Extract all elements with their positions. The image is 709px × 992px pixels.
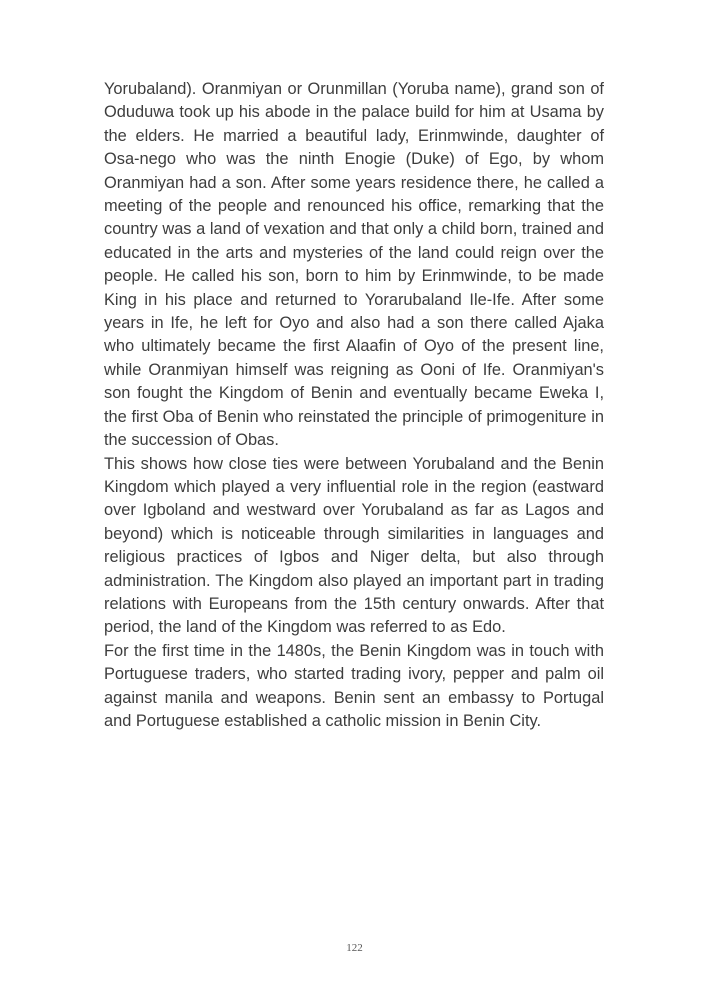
paragraph-oranmiyan: Yorubaland). Oranmiyan or Orunmillan (Yoruba name), grand son of Oduduwa took up his abode in the palace build for him at Usama by the elders. He married a beautiful lady, Erinmwinde, daughter of Osa-nego who was the ninth Enogie (Duke) of Ego, by whom Oranmiyan had a son. After some years residence there, he called a meeting of the people and renounced his office, remarking that the country was a land of vexation and that only a child born, trained and educated in the arts and mysteries of the land could reign over the people. He called his son, born to him by Erinmwinde, to be made King in his place and returned to Yorarubaland Ile-Ife. After some years in Ife, he left for Oyo and also had a son there called Ajaka who ultimately became the first Alaafin of Oyo of the present line, while Oranmiyan himself was reigning as Ooni of Ife. Oranmiyan's son fought the Kingdom of Benin and eventually became Eweka I, the first Oba of Benin who reinstated the principle of primogeniture in the succession of Obas. xyxy=(104,80,604,450)
page-number: 122 xyxy=(346,942,363,954)
paragraph-portuguese-traders: For the first time in the 1480s, the Benin Kingdom was in touch with Portuguese traders, who started trading ivory, pepper and palm oil against manila and weapons. Benin sent an embassy to Portugal and Portuguese established a catholic mission in Benin City. xyxy=(104,641,604,730)
body-text xyxy=(104,78,604,733)
paragraph-yorubaland-ties: This shows how close ties were between Yorubaland and the Benin Kingdom which played a very influential role in the region (eastward over Igboland and westward over Yorubaland as far as Lagos and beyond) which is noticeable through similarities in languages and religious practices of Igbos and Niger delta, but also through administration. The Kingdom also played an important part in trading relations with Europeans from the 15th century onwards. After that period, the land of the Kingdom was referred to as Edo. xyxy=(104,454,604,637)
